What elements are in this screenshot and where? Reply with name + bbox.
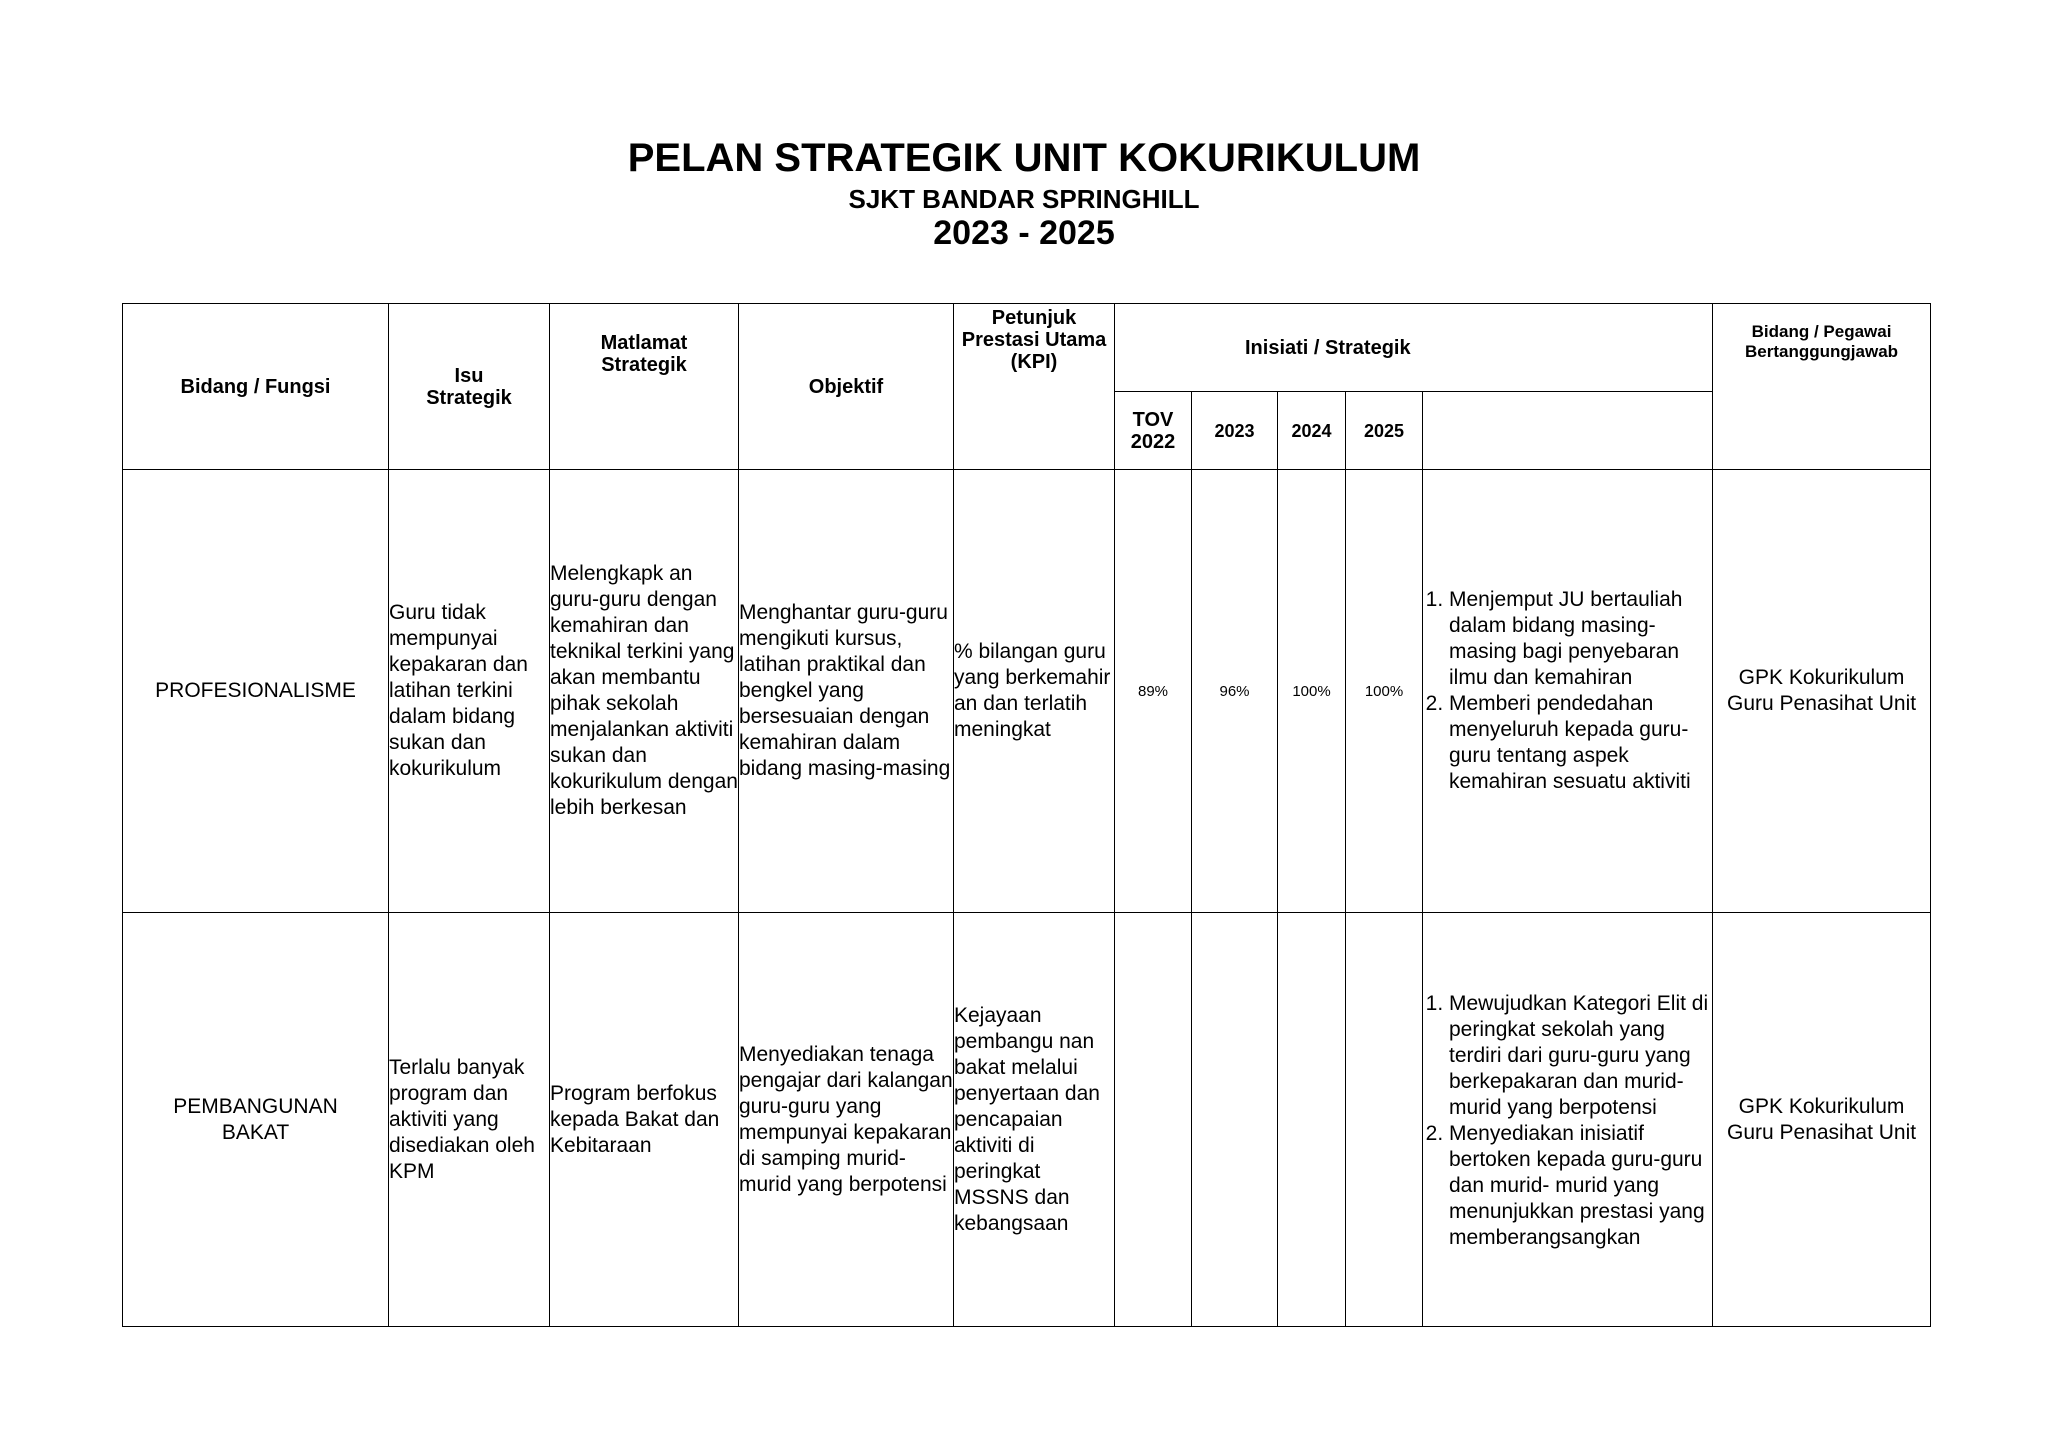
cell-kpi: Kejayaan pembangu nan bakat melalui penyertaan dan pencapaian aktiviti di peringkat MSSNS dan kebangsaan (954, 913, 1115, 1327)
header-year-2023: 2023 (1192, 392, 1278, 470)
cell-isu: Guru tidak mempunyai kepakaran dan latihan terkini dalam bidang sukan dan kokurikulum (389, 470, 550, 913)
cell-pegawai: GPK Kokurikulum Guru Penasihat Unit (1713, 470, 1931, 913)
header-year-2024: 2024 (1278, 392, 1346, 470)
cell-2025: 100% (1346, 470, 1423, 913)
cell-matlamat: Program berfokus kepada Bakat dan Kebitaraan (550, 913, 739, 1327)
cell-isu: Terlalu banyak program dan aktiviti yang disediakan oleh KPM (389, 913, 550, 1327)
list-item: 1. Mewujudkan Kategori Elit di peringkat sekolah yang terdiri dari guru-guru yang berkepakaran dan murid-murid yang berpotensi (1449, 991, 1712, 1121)
cell-tov (1115, 913, 1192, 1327)
header-year-2025: 2025 (1346, 392, 1423, 470)
table-row (123, 470, 1931, 913)
strategic-plan-table (122, 303, 1931, 1327)
list-item: 2. Memberi pendedahan menyeluruh kepada guru-guru tentang aspek kemahiran sesuatu aktiviti (1449, 691, 1712, 795)
cell-2025 (1346, 913, 1423, 1327)
cell-matlamat: Melengkapk an guru-guru dengan kemahiran dan teknikal terkini yang akan membantu pihak sekolah menjalankan aktiviti sukan dan kokurikulum dengan lebih berkesan (550, 470, 739, 913)
list-item: 1. Menjemput JU bertauliah dalam bidang masing-masing bagi penyebaran ilmu dan kemahiran (1449, 587, 1712, 691)
cell-tov: 89% (1115, 470, 1192, 913)
inisiatif-list (1423, 587, 1712, 795)
header-pegawai: Bidang / Pegawai Bertanggungjawab (1713, 304, 1931, 470)
cell-bidang: PEMBANGUNAN BAKAT (123, 913, 389, 1327)
plan-period: 2023 - 2025 (933, 214, 1115, 252)
school-name: SJKT BANDAR SPRINGHILL (848, 184, 1200, 214)
cell-2024: 100% (1278, 470, 1346, 913)
header-row (123, 304, 1931, 392)
header-kpi: Petunjuk Prestasi Utama (KPI) (954, 304, 1115, 470)
cell-objektif: Menghantar guru-guru mengikuti kursus, latihan praktikal dan bengkel yang bersesuaian dengan kemahiran dalam bidang masing-masing (739, 470, 954, 913)
cell-2024 (1278, 913, 1346, 1327)
cell-inisiatif (1423, 470, 1713, 913)
list-item: 2. Menyediakan inisiatif bertoken kepada guru-guru dan murid- murid yang menunjukkan prestasi yang memberangsangkan (1449, 1121, 1712, 1251)
document-title: PELAN STRATEGIK UNIT KOKURIKULUM (627, 136, 1421, 180)
header-tov-2022: TOV 2022 (1115, 392, 1192, 470)
header-matlamat-strategik: Matlamat Strategik (550, 304, 739, 470)
header-isu-strategik: Isu Strategik (389, 304, 550, 470)
cell-2023: 96% (1192, 470, 1278, 913)
cell-kpi: % bilangan guru yang berkemahir an dan terlatih meningkat (954, 470, 1115, 913)
header-inisiatif-blank (1423, 392, 1713, 470)
header-bidang-fungsi: Bidang / Fungsi (123, 304, 389, 470)
cell-inisiatif (1423, 913, 1713, 1327)
table-row (123, 913, 1931, 1327)
header-objektif: Objektif (739, 304, 954, 470)
inisiatif-list (1423, 991, 1712, 1251)
cell-objektif: Menyediakan tenaga pengajar dari kalangan guru-guru yang mempunyai kepakaran di samping murid-murid yang berpotensi (739, 913, 954, 1327)
cell-bidang: PROFESIONALISME (123, 470, 389, 913)
header-inisiatif-strategik: Inisiati / Strategik (1115, 304, 1713, 392)
cell-pegawai: GPK Kokurikulum Guru Penasihat Unit (1713, 913, 1931, 1327)
cell-2023 (1192, 913, 1278, 1327)
